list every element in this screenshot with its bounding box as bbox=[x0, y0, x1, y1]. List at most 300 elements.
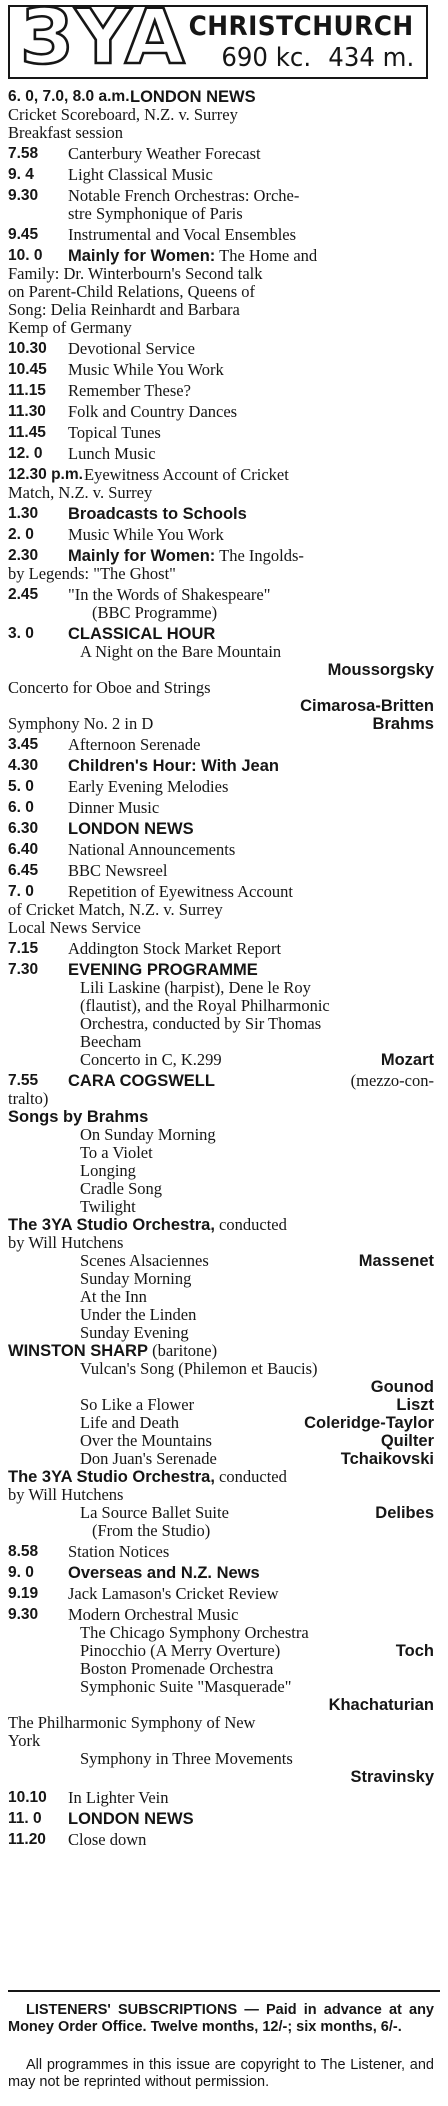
programme-line bbox=[68, 661, 434, 679]
programme-line bbox=[68, 1378, 434, 1396]
programme-heading: Overseas and N.Z. News bbox=[68, 1564, 260, 1582]
composer-name: Liszt bbox=[396, 1396, 434, 1414]
programme-line-text: Topical Tunes bbox=[68, 423, 161, 442]
programme-content bbox=[68, 862, 434, 880]
programme-time: 2.45 bbox=[8, 586, 39, 603]
programme-content bbox=[68, 226, 434, 244]
programme-line bbox=[68, 1180, 434, 1198]
station-callsign: 3YA bbox=[20, 0, 186, 81]
programme-time: 4.30 bbox=[8, 757, 39, 774]
programme-line-text bbox=[8, 1468, 287, 1486]
programme-entry bbox=[8, 940, 434, 958]
programme-line-text: Don Juan's Serenade bbox=[80, 1449, 217, 1468]
programme-content bbox=[68, 403, 434, 421]
programme-line-text: Symphony No. 2 in D bbox=[8, 714, 154, 733]
programme-line-text: Pinocchio (A Merry Overture) bbox=[80, 1641, 281, 1660]
programme-entry bbox=[8, 736, 434, 754]
programme-line-text: Afternoon Serenade bbox=[68, 735, 201, 754]
programme-heading: Mainly for Women: bbox=[68, 247, 216, 265]
programme-line-text: Cricket Scoreboard, N.Z. v. Surrey bbox=[8, 105, 238, 124]
programme-content bbox=[68, 586, 434, 622]
programme-entry bbox=[8, 361, 434, 379]
programme-time: 9.30 bbox=[8, 187, 39, 204]
programme-time: 6. 0 bbox=[8, 799, 34, 816]
programme-line bbox=[68, 1015, 434, 1033]
programme-line-text: Sunday Morning bbox=[80, 1269, 192, 1288]
programme-entry bbox=[8, 1810, 434, 1828]
programme-line bbox=[68, 820, 434, 838]
programme-line bbox=[68, 841, 434, 859]
programme-time: 3. 0 bbox=[8, 625, 34, 642]
programme-line bbox=[68, 547, 434, 565]
programme-content bbox=[68, 820, 434, 838]
programme-line-text: by Will Hutchens bbox=[8, 1485, 124, 1504]
programme-line bbox=[8, 265, 434, 283]
programme-content bbox=[68, 799, 434, 817]
programme-entry bbox=[8, 1606, 434, 1786]
leader-space bbox=[68, 661, 328, 679]
programme-line bbox=[68, 1270, 434, 1288]
programme-line bbox=[68, 145, 434, 163]
programme-line bbox=[68, 505, 434, 523]
programme-entry bbox=[8, 862, 434, 880]
leader-space bbox=[280, 1642, 396, 1660]
programme-line-text: by Will Hutchens bbox=[8, 1233, 124, 1252]
programme-entry bbox=[8, 961, 434, 1069]
programme-line-text: Song: Delia Reinhardt and Barbara bbox=[8, 300, 240, 319]
programme-line-text: Concerto for Oboe and Strings bbox=[8, 678, 211, 697]
programme-entry bbox=[8, 820, 434, 838]
programme-entry bbox=[8, 505, 434, 523]
programme-line bbox=[68, 1831, 434, 1849]
programme-line bbox=[8, 1108, 434, 1126]
programme-line-text: Symphonic Suite "Masquerade" bbox=[80, 1677, 292, 1696]
programme-line bbox=[8, 679, 434, 697]
programme-line-text: Boston Promenade Orchestra bbox=[80, 1659, 274, 1678]
programme-line-text: Longing bbox=[80, 1161, 136, 1180]
programme-entry bbox=[8, 88, 434, 142]
programme-line bbox=[8, 124, 434, 142]
programme-time: 10.45 bbox=[8, 361, 47, 378]
programme-line-rest: conducted bbox=[214, 1215, 287, 1234]
programme-line bbox=[68, 1144, 434, 1162]
programme-content bbox=[68, 166, 434, 184]
programme-time: 12.30 p.m. bbox=[8, 466, 83, 483]
programme-line bbox=[68, 1324, 434, 1342]
programme-line bbox=[68, 1642, 434, 1660]
programme-line bbox=[68, 757, 434, 775]
programme-line bbox=[68, 1450, 434, 1468]
programme-line bbox=[8, 901, 434, 919]
programme-line-text: Early Evening Melodies bbox=[68, 777, 229, 796]
station-wavelength: 434 m. bbox=[328, 43, 414, 73]
programme-listing bbox=[8, 88, 434, 1852]
leader-space bbox=[215, 1072, 351, 1090]
programme-line bbox=[68, 736, 434, 754]
programme-line-text: Modern Orchestral Music bbox=[68, 1605, 239, 1624]
composer-name: Quilter bbox=[380, 1432, 434, 1450]
leader-space bbox=[68, 1378, 371, 1396]
programme-line-text: (From the Studio) bbox=[92, 1521, 211, 1540]
programme-line-text: Dinner Music bbox=[68, 798, 160, 817]
programme-entry bbox=[8, 424, 434, 442]
programme-line-text: A Night on the Bare Mountain bbox=[80, 642, 282, 661]
programme-line bbox=[68, 1678, 434, 1696]
programme-line bbox=[68, 961, 434, 979]
programme-entry bbox=[8, 1543, 434, 1561]
station-city: CHRISTCHURCH bbox=[188, 11, 414, 42]
programme-line bbox=[8, 1234, 434, 1252]
programme-time: 11. 0 bbox=[8, 1810, 42, 1827]
programme-line bbox=[68, 1696, 434, 1714]
programme-line-text: To a Violet bbox=[80, 1143, 153, 1162]
programme-line-text: York bbox=[8, 1731, 41, 1750]
station-frequency: 690 kc. bbox=[221, 43, 311, 73]
programme-time: 10. 0 bbox=[8, 247, 43, 264]
programme-line-text: Addington Stock Market Report bbox=[68, 939, 282, 958]
programme-content bbox=[68, 1543, 434, 1561]
programme-time: 6.45 bbox=[8, 862, 39, 879]
programme-heading: WINSTON SHARP bbox=[8, 1342, 148, 1360]
programme-entry bbox=[8, 547, 434, 583]
programme-content bbox=[68, 445, 434, 463]
programme-line-text: Scenes Alsaciennes bbox=[80, 1251, 209, 1270]
composer-name: Khachaturian bbox=[328, 1696, 434, 1714]
programme-line-text: Beecham bbox=[80, 1032, 142, 1051]
programme-content bbox=[68, 145, 434, 163]
programme-line bbox=[68, 1432, 434, 1450]
programme-line bbox=[68, 1750, 434, 1768]
programme-heading: LONDON NEWS bbox=[68, 1810, 194, 1828]
programme-line-text: stre Symphonique of Paris bbox=[68, 204, 243, 223]
leader-space bbox=[153, 715, 372, 733]
programme-heading: LONDON NEWS bbox=[68, 820, 194, 838]
composer-name: Moussorgsky bbox=[327, 661, 434, 679]
programme-line-text: Breakfast session bbox=[8, 123, 124, 142]
programme-line-text: Vulcan's Song (Philemon et Baucis) bbox=[80, 1359, 318, 1378]
footer-divider bbox=[8, 1990, 440, 1992]
programme-entry bbox=[8, 403, 434, 421]
programme-line bbox=[68, 226, 434, 244]
programme-line bbox=[68, 187, 434, 205]
programme-heading: EVENING PROGRAMME bbox=[68, 961, 258, 979]
programme-line bbox=[68, 382, 434, 400]
programme-line bbox=[68, 643, 434, 661]
programme-line-text: Lunch Music bbox=[68, 444, 156, 463]
programme-content bbox=[68, 424, 434, 442]
programme-line-text: (flautist), and the Royal Philharmonic bbox=[80, 996, 330, 1015]
programme-content bbox=[68, 1831, 434, 1849]
programme-time: 9.30 bbox=[8, 1606, 39, 1623]
programme-line bbox=[68, 778, 434, 796]
programme-line bbox=[8, 1732, 434, 1750]
programme-line bbox=[68, 361, 434, 379]
programme-line-text: of Cricket Match, N.Z. v. Surrey bbox=[8, 900, 223, 919]
programme-time: 11.20 bbox=[8, 1831, 46, 1848]
programme-line bbox=[68, 997, 434, 1015]
leader-space bbox=[217, 1450, 341, 1468]
programme-line-text: Station Notices bbox=[68, 1542, 170, 1561]
composer-name: Mozart bbox=[380, 1051, 434, 1069]
programme-content bbox=[68, 505, 434, 523]
programme-line bbox=[68, 1252, 434, 1270]
programme-heading: Mainly for Women: bbox=[68, 547, 216, 565]
programme-heading: LONDON NEWS bbox=[130, 88, 256, 106]
programme-content bbox=[68, 1585, 434, 1603]
programme-entry bbox=[8, 778, 434, 796]
programme-time: 5. 0 bbox=[8, 778, 34, 795]
programme-line bbox=[68, 445, 434, 463]
programme-line-text: Repetition of Eyewitness Account bbox=[68, 882, 293, 901]
subscriptions-notice: LISTENERS' SUBSCRIPTIONS — Paid in advance at any Money Order Office. Twelve months, 12/-; six months, 6/-. bbox=[8, 2002, 434, 2035]
programme-line bbox=[68, 166, 434, 184]
programme-line bbox=[68, 1306, 434, 1324]
station-masthead bbox=[8, 0, 428, 81]
programme-line-text: Remember These? bbox=[68, 381, 191, 400]
copyright-notice: All programmes in this issue are copyright to The Listener, and may not be reprinted without permission. bbox=[8, 2057, 434, 2090]
programme-entry bbox=[8, 166, 434, 184]
programme-content bbox=[68, 1564, 434, 1582]
programme-line-text: Under the Linden bbox=[80, 1305, 197, 1324]
programme-content bbox=[68, 940, 434, 958]
programme-line-text: The Philharmonic Symphony of New bbox=[8, 1713, 256, 1732]
station-frequency-line bbox=[221, 45, 414, 71]
programme-line-text: by Legends: "The Ghost" bbox=[8, 564, 176, 583]
programme-line-rest: The Home and bbox=[215, 246, 318, 265]
programme-line-rest: (baritone) bbox=[147, 1341, 218, 1360]
programme-time: 6. 0, 7.0, 8.0 a.m. bbox=[8, 88, 130, 105]
programme-line bbox=[68, 1360, 434, 1378]
programme-line bbox=[68, 1810, 434, 1828]
programme-time: 6.40 bbox=[8, 841, 39, 858]
programme-entry bbox=[8, 247, 434, 337]
programme-entry bbox=[8, 757, 434, 775]
programme-time: 8.58 bbox=[8, 1543, 39, 1560]
programme-line bbox=[68, 1198, 434, 1216]
programme-time: 2. 0 bbox=[8, 526, 34, 543]
programme-line bbox=[68, 1564, 434, 1582]
performer-voice: (mezzo-con- bbox=[350, 1071, 434, 1090]
programme-content bbox=[68, 1789, 434, 1807]
composer-name: Delibes bbox=[375, 1504, 434, 1522]
programme-entry bbox=[8, 1831, 434, 1849]
programme-line-text: On Sunday Morning bbox=[80, 1125, 216, 1144]
leader-space bbox=[209, 1252, 359, 1270]
programme-entry bbox=[8, 187, 434, 223]
programme-line-text: Match, N.Z. v. Surrey bbox=[8, 483, 153, 502]
programme-line bbox=[68, 403, 434, 421]
programme-line-text: Music While You Work bbox=[68, 360, 224, 379]
programme-line-text: Over the Mountains bbox=[80, 1431, 212, 1450]
programme-line-text: National Announcements bbox=[68, 840, 236, 859]
leader-space bbox=[229, 1504, 375, 1522]
programme-line bbox=[8, 1216, 434, 1234]
programme-line-text: Orchestra, conducted by Sir Thomas bbox=[80, 1014, 322, 1033]
programme-content bbox=[68, 778, 434, 796]
programme-time: 3.45 bbox=[8, 736, 39, 753]
programme-entry bbox=[8, 1789, 434, 1807]
programme-line-text: Eyewitness Account of Cricket bbox=[84, 465, 289, 484]
programme-line-rest: The Ingolds- bbox=[215, 546, 304, 565]
programme-line-text: Life and Death bbox=[80, 1413, 179, 1432]
programme-heading: Children's Hour: With Jean bbox=[68, 757, 279, 775]
programme-heading: Songs by Brahms bbox=[8, 1108, 149, 1126]
programme-line bbox=[68, 1162, 434, 1180]
programme-time: 11.30 bbox=[8, 403, 46, 420]
programme-time: 9. 0 bbox=[8, 1564, 34, 1581]
programme-line bbox=[68, 1624, 434, 1642]
programme-line bbox=[8, 1090, 434, 1108]
programme-heading: CLASSICAL HOUR bbox=[68, 625, 216, 643]
programme-line-text bbox=[68, 247, 317, 265]
programme-line bbox=[8, 1342, 434, 1360]
programme-line-text: Close down bbox=[68, 1830, 147, 1849]
programme-time: 10.10 bbox=[8, 1789, 47, 1806]
programme-entry bbox=[8, 1585, 434, 1603]
composer-name: Gounod bbox=[370, 1378, 434, 1396]
programme-line bbox=[68, 979, 434, 997]
programme-entry bbox=[8, 799, 434, 817]
programme-line bbox=[68, 1504, 434, 1522]
programme-line-text: Local News Service bbox=[8, 918, 141, 937]
programme-line-text: Twilight bbox=[80, 1197, 136, 1216]
programme-line bbox=[68, 205, 434, 223]
programme-line bbox=[68, 526, 434, 544]
programme-entry bbox=[8, 445, 434, 463]
leader-space bbox=[194, 1396, 396, 1414]
composer-name: Toch bbox=[395, 1642, 434, 1660]
programme-content bbox=[68, 841, 434, 859]
programme-line bbox=[8, 1486, 434, 1504]
leader-space bbox=[68, 1696, 329, 1714]
programme-time: 7. 0 bbox=[8, 883, 34, 900]
composer-name: Coleridge-Taylor bbox=[304, 1414, 434, 1432]
programme-line bbox=[68, 1522, 434, 1540]
programme-line-rest: conducted bbox=[214, 1467, 287, 1486]
programme-line-text: So Like a Flower bbox=[80, 1395, 195, 1414]
programme-line-text: Family: Dr. Winterbourn's Second talk bbox=[8, 264, 263, 283]
programme-line bbox=[68, 862, 434, 880]
programme-line bbox=[68, 1789, 434, 1807]
programme-line bbox=[68, 1660, 434, 1678]
composer-name: Stravinsky bbox=[350, 1768, 434, 1786]
programme-line-text: Symphony in Three Movements bbox=[80, 1749, 293, 1768]
programme-line bbox=[68, 247, 434, 265]
programme-line bbox=[68, 799, 434, 817]
programme-time: 11.45 bbox=[8, 424, 46, 441]
programme-entry bbox=[8, 1564, 434, 1582]
programme-line-text bbox=[8, 1342, 217, 1360]
programme-line-text bbox=[8, 1216, 287, 1234]
programme-content bbox=[68, 736, 434, 754]
programme-line bbox=[68, 1543, 434, 1561]
programme-line bbox=[68, 1072, 434, 1090]
programme-line-text bbox=[68, 547, 304, 565]
programme-line bbox=[68, 1585, 434, 1603]
composer-name: Massenet bbox=[358, 1252, 434, 1270]
programme-time: 11.15 bbox=[8, 382, 46, 399]
programme-line-text: Music While You Work bbox=[68, 525, 224, 544]
programme-time: 6.30 bbox=[8, 820, 39, 837]
programme-time: 10.30 bbox=[8, 340, 47, 357]
programme-line bbox=[68, 1051, 434, 1069]
programme-line-text: BBC Newsreel bbox=[68, 861, 168, 880]
programme-content bbox=[68, 187, 434, 223]
programme-line bbox=[68, 1768, 434, 1786]
programme-line bbox=[8, 484, 434, 502]
programme-time: 9.45 bbox=[8, 226, 39, 243]
programme-line bbox=[8, 1468, 434, 1486]
programme-line-text: Folk and Country Dances bbox=[68, 402, 238, 421]
programme-entry bbox=[8, 883, 434, 937]
leader-space bbox=[222, 1051, 381, 1069]
programme-line bbox=[68, 1126, 434, 1144]
programme-line-text: Devotional Service bbox=[68, 339, 195, 358]
programme-line bbox=[8, 319, 434, 337]
programme-time: 9.19 bbox=[8, 1585, 39, 1602]
programme-line bbox=[68, 586, 434, 604]
programme-line bbox=[68, 1033, 434, 1051]
programme-line-text: Concerto in C, K.299 bbox=[80, 1050, 222, 1069]
programme-heading: The 3YA Studio Orchestra, bbox=[8, 1216, 215, 1234]
programme-time: 12. 0 bbox=[8, 445, 43, 462]
programme-line-text: on Parent-Child Relations, Queens of bbox=[8, 282, 256, 301]
programme-line bbox=[68, 883, 434, 901]
programme-heading: The 3YA Studio Orchestra, bbox=[8, 1468, 215, 1486]
programme-line bbox=[8, 1714, 434, 1732]
composer-name: Brahms bbox=[372, 715, 434, 733]
programme-line bbox=[8, 715, 434, 733]
programme-entry bbox=[8, 526, 434, 544]
programme-line bbox=[68, 940, 434, 958]
programme-content bbox=[68, 361, 434, 379]
programme-line bbox=[68, 340, 434, 358]
programme-line bbox=[68, 697, 434, 715]
programme-line-text: In Lighter Vein bbox=[68, 1788, 169, 1807]
programme-entry bbox=[8, 382, 434, 400]
programme-line-text: At the Inn bbox=[80, 1287, 147, 1306]
programme-time: 7.58 bbox=[8, 145, 39, 162]
programme-line-text: Sunday Evening bbox=[80, 1323, 189, 1342]
programme-entry bbox=[8, 625, 434, 733]
programme-line-text: Canterbury Weather Forecast bbox=[68, 144, 261, 163]
programme-line-text: La Source Ballet Suite bbox=[80, 1503, 229, 1522]
programme-content bbox=[68, 382, 434, 400]
programme-line-text: Kemp of Germany bbox=[8, 318, 132, 337]
programme-heading: CARA COGSWELL bbox=[68, 1072, 215, 1090]
programme-entry bbox=[8, 145, 434, 163]
leader-space bbox=[212, 1432, 381, 1450]
programme-time: 9. 4 bbox=[8, 166, 34, 183]
programme-line bbox=[68, 1396, 434, 1414]
programme-line-text: (BBC Programme) bbox=[92, 603, 218, 622]
composer-name: Tchaikovski bbox=[340, 1450, 434, 1468]
programme-content bbox=[68, 757, 434, 775]
composer-name: Cimarosa-Britten bbox=[300, 697, 434, 715]
programme-time: 2.30 bbox=[8, 547, 39, 564]
leader-space bbox=[68, 1768, 351, 1786]
programme-content bbox=[68, 961, 434, 1069]
programme-content bbox=[68, 340, 434, 358]
programme-entry bbox=[8, 586, 434, 622]
programme-line bbox=[8, 106, 434, 124]
programme-line-text: Cradle Song bbox=[80, 1179, 163, 1198]
programme-time: 7.30 bbox=[8, 961, 39, 978]
programme-line bbox=[8, 301, 434, 319]
programme-line bbox=[8, 919, 434, 937]
programme-line-text: Instrumental and Vocal Ensembles bbox=[68, 225, 297, 244]
programme-content bbox=[68, 526, 434, 544]
